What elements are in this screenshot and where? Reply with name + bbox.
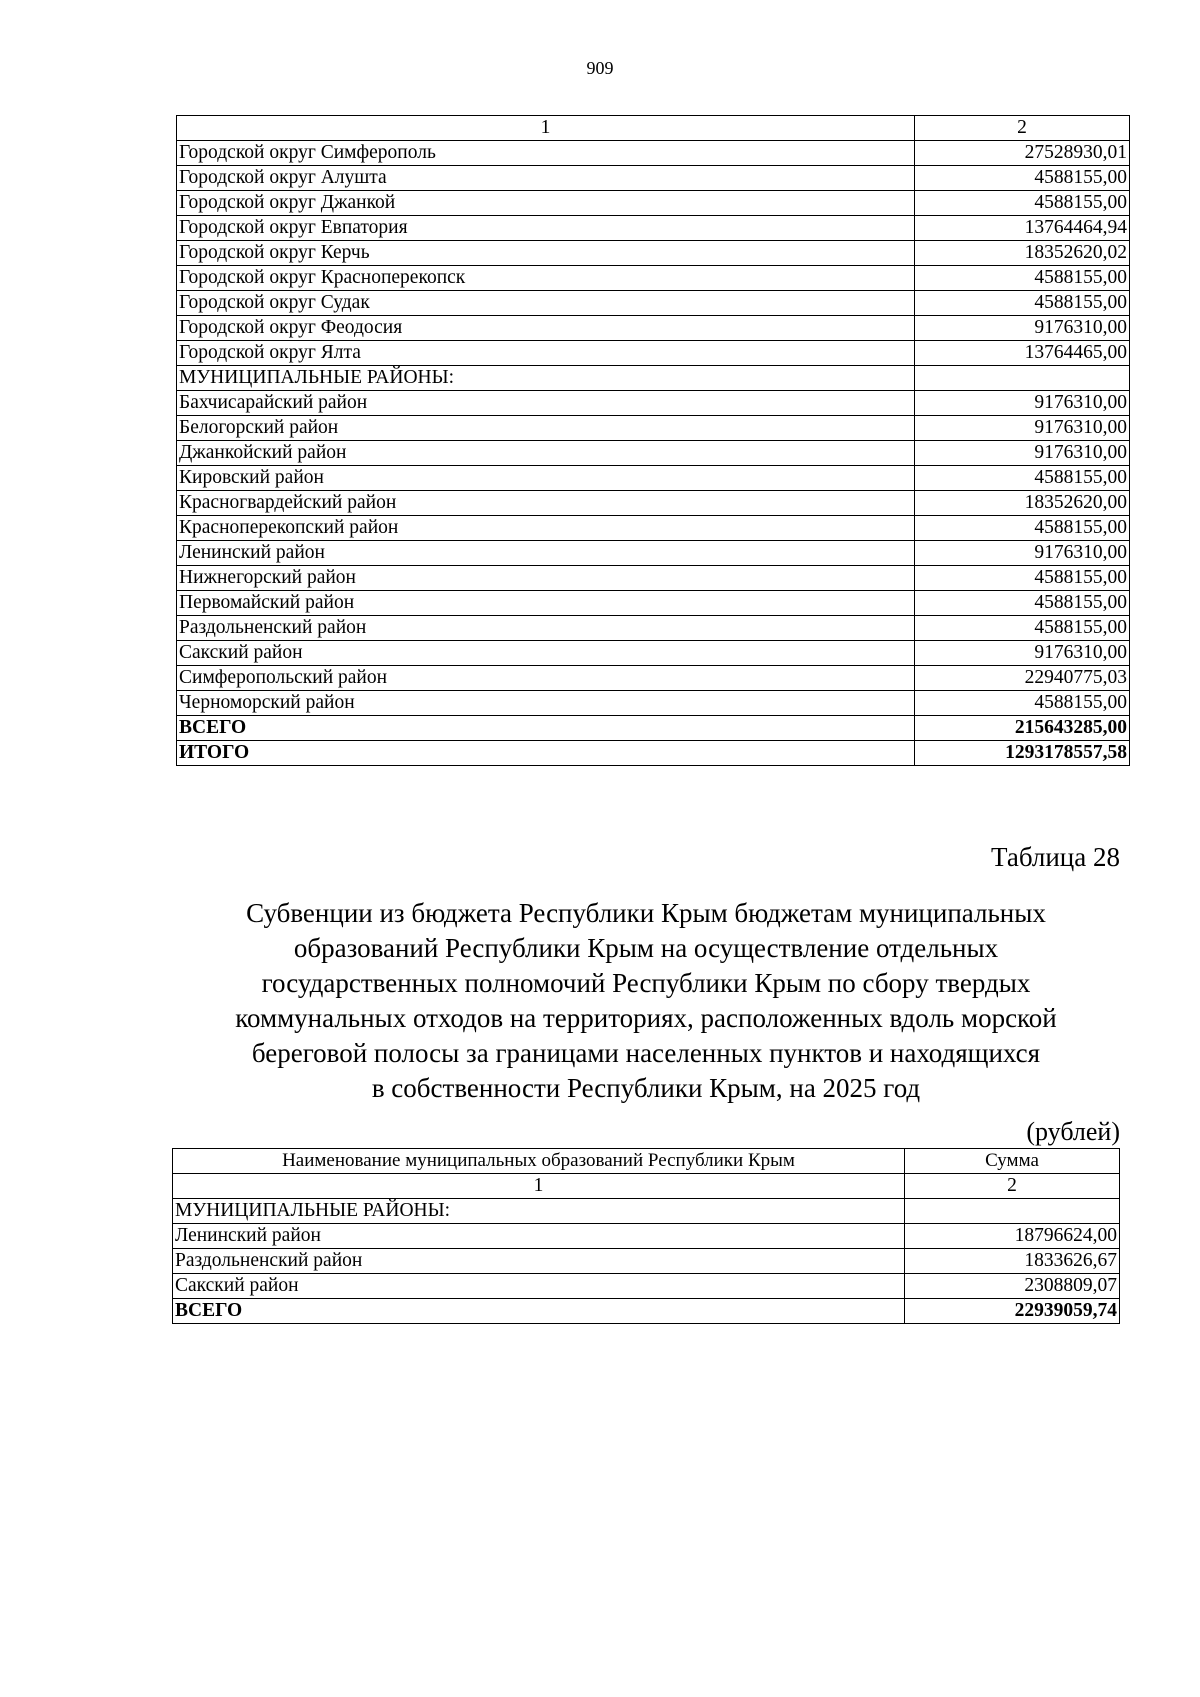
row-value: 9176310,00 — [915, 541, 1130, 566]
table-row — [177, 266, 1130, 291]
table-row — [177, 391, 1130, 416]
table-row — [177, 541, 1130, 566]
row-value: 4588155,00 — [915, 691, 1130, 716]
row-value: 9176310,00 — [915, 441, 1130, 466]
row-name: Красногвардейский район — [177, 491, 915, 516]
row-value: 4588155,00 — [915, 191, 1130, 216]
row-name: Городской округ Алушта — [177, 166, 915, 191]
row-name: Сакский район — [173, 1274, 905, 1299]
row-value: 18796624,00 — [905, 1224, 1120, 1249]
row-name: Раздольненский район — [173, 1249, 905, 1274]
table-row — [177, 591, 1130, 616]
allocation-table-body — [177, 116, 1130, 766]
row-value: 4588155,00 — [915, 616, 1130, 641]
subvention-table — [172, 1148, 1120, 1324]
row-value: 4588155,00 — [915, 291, 1130, 316]
row-name: Белогорский район — [177, 416, 915, 441]
row-name: Сакский район — [177, 641, 915, 666]
row-name: Кировский район — [177, 466, 915, 491]
row-value: 9176310,00 — [915, 391, 1130, 416]
row-value: 22940775,03 — [915, 666, 1130, 691]
row-name: Городской округ Симферополь — [177, 141, 915, 166]
table-row — [177, 441, 1130, 466]
row-name: Первомайский район — [177, 591, 915, 616]
row-value: 4588155,00 — [915, 166, 1130, 191]
row-value: 1293178557,58 — [915, 741, 1130, 766]
row-value: 1833626,67 — [905, 1249, 1120, 1274]
row-value: 9176310,00 — [915, 416, 1130, 441]
row-name: Ленинский район — [173, 1224, 905, 1249]
table-title-line: образований Республики Крым на осуществление отдельных — [293, 933, 999, 963]
table-row — [177, 691, 1130, 716]
table-row — [177, 416, 1130, 441]
row-name: Черноморский район — [177, 691, 915, 716]
row-name: Джанкойский район — [177, 441, 915, 466]
column-number-row — [177, 116, 1130, 141]
table-row — [177, 191, 1130, 216]
column-number-2: 2 — [905, 1174, 1120, 1199]
table-row — [177, 641, 1130, 666]
allocation-table-continued — [176, 115, 1130, 766]
table-title-line: в собственности Республики Крым, на 2025 год — [371, 1073, 921, 1103]
row-name: Нижнегорский район — [177, 566, 915, 591]
row-value: 13764465,00 — [915, 341, 1130, 366]
table-row — [177, 566, 1130, 591]
row-name: Городской округ Джанкой — [177, 191, 915, 216]
row-value: 4588155,00 — [915, 591, 1130, 616]
column-number-1: 1 — [177, 116, 915, 141]
column-number-2: 2 — [915, 116, 1130, 141]
row-name: Ленинский район — [177, 541, 915, 566]
row-name: Городской округ Керчь — [177, 241, 915, 266]
row-value: 18352620,00 — [915, 491, 1130, 516]
table-row — [173, 1249, 1120, 1274]
table-title-line: Субвенции из бюджета Республики Крым бюджетам муниципальных — [246, 898, 1046, 928]
header-sum: Сумма — [905, 1149, 1120, 1174]
row-name: Городской округ Евпатория — [177, 216, 915, 241]
table-row — [177, 316, 1130, 341]
row-value: 18352620,02 — [915, 241, 1130, 266]
row-value: 4588155,00 — [915, 266, 1130, 291]
row-value: 9176310,00 — [915, 316, 1130, 341]
row-name: Городской округ Красноперекопск — [177, 266, 915, 291]
table-row — [177, 616, 1130, 641]
subvention-table-body — [173, 1149, 1120, 1324]
table-row — [173, 1224, 1120, 1249]
table-title-line: коммунальных отходов на территориях, расположенных вдоль морской — [235, 1003, 1057, 1033]
row-value: 4588155,00 — [915, 466, 1130, 491]
table-row — [177, 516, 1130, 541]
table-row — [173, 1274, 1120, 1299]
row-name: МУНИЦИПАЛЬНЫЕ РАЙОНЫ: — [177, 366, 915, 391]
unit-label: (рублей) — [1026, 1117, 1120, 1146]
row-value: 2308809,07 — [905, 1274, 1120, 1299]
table-row — [177, 491, 1130, 516]
total-row — [177, 741, 1130, 766]
row-name: Городской округ Феодосия — [177, 316, 915, 341]
total-row — [173, 1299, 1120, 1324]
row-name: МУНИЦИПАЛЬНЫЕ РАЙОНЫ: — [173, 1199, 905, 1224]
row-name: ВСЕГО — [173, 1299, 905, 1324]
row-name: ВСЕГО — [177, 716, 915, 741]
table-row — [173, 1199, 1120, 1224]
table-row — [177, 141, 1130, 166]
table-row — [177, 216, 1130, 241]
row-name: Городской округ Ялта — [177, 341, 915, 366]
row-value: 22939059,74 — [905, 1299, 1120, 1324]
page-number: 909 — [586, 58, 614, 78]
table-row — [177, 166, 1130, 191]
row-value: 13764464,94 — [915, 216, 1130, 241]
table-row — [177, 341, 1130, 366]
row-value: 9176310,00 — [915, 641, 1130, 666]
row-value — [905, 1199, 1120, 1224]
row-name: Бахчисарайский район — [177, 391, 915, 416]
row-name: ИТОГО — [177, 741, 915, 766]
table-row — [177, 666, 1130, 691]
table-title — [176, 896, 1116, 1106]
table-row — [177, 366, 1130, 391]
table-title-line: береговой полосы за границами населенных пунктов и находящихся — [251, 1038, 1041, 1068]
table-title-line: государственных полномочий Республики Крым по сбору твердых — [261, 968, 1031, 998]
row-value: 4588155,00 — [915, 566, 1130, 591]
total-row — [177, 716, 1130, 741]
row-value: 4588155,00 — [915, 516, 1130, 541]
row-value: 27528930,01 — [915, 141, 1130, 166]
row-value: 215643285,00 — [915, 716, 1130, 741]
table-caption: Таблица 28 — [991, 842, 1120, 872]
header-name: Наименование муниципальных образований Республики Крым — [173, 1149, 905, 1174]
table-row — [177, 241, 1130, 266]
row-value — [915, 366, 1130, 391]
column-number-1: 1 — [173, 1174, 905, 1199]
row-name: Раздольненский район — [177, 616, 915, 641]
table-header-row — [173, 1149, 1120, 1174]
row-name: Симферопольский район — [177, 666, 915, 691]
row-name: Городской округ Судак — [177, 291, 915, 316]
row-name: Красноперекопский район — [177, 516, 915, 541]
table-row — [177, 466, 1130, 491]
column-number-row — [173, 1174, 1120, 1199]
table-row — [177, 291, 1130, 316]
